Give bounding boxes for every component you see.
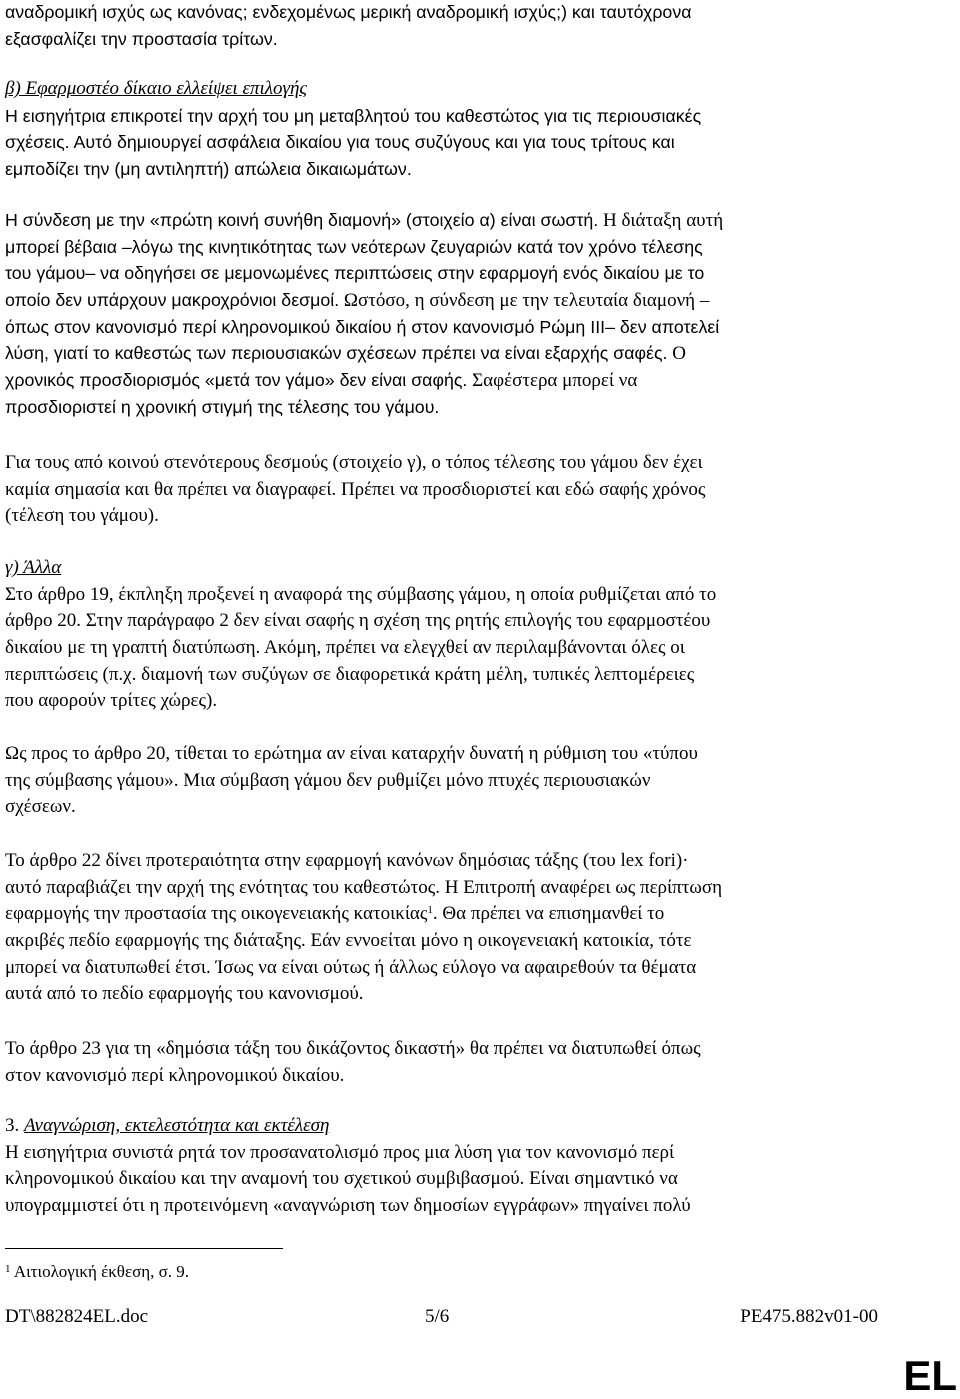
text-line: εμποδίζει την (μη αντιληπτή) απώλεια δικαιωμάτων. [5, 159, 412, 180]
text-line: περιπτώσεις (π.χ. διαμονή των συζύγων σε διαφορετικά κράτη μέλη, τυπικές λεπτομέρειες [5, 663, 695, 685]
footer-pe-ref: PE475.882v01-00 [740, 1306, 878, 1327]
text-line: της σύμβασης γάμου». Μια σύμβαση γάμου δεν ρυθμίζει μόνο πτυχές περιουσιακών [5, 769, 651, 791]
text-line: Η εισηγήτρια συνιστά ρητά τον προσανατολισμό προς μια λύση για τον κανονισμό περί [5, 1141, 675, 1163]
text-line: εξασφαλίζει την προστασία τρίτων. [5, 28, 278, 49]
paragraph-continuation [5, 0, 955, 52]
footer-page-number: 5/6 [425, 1306, 450, 1327]
text-line: Το άρθρο 23 για τη «δημόσια τάξη του δικάζοντος δικαστή» θα πρέπει να διατυπωθεί όπως [5, 1038, 701, 1059]
text-line: αναδρομική ισχύς ως κανόνας; ενδεχομένως μερική αναδρομική ισχύς;) και ταυτόχρονα [5, 2, 692, 22]
paragraph-article-20 [5, 741, 955, 821]
text-run: . Θα πρέπει να επισημανθεί το [432, 903, 665, 925]
text-line: καμία σημασία και θα πρέπει να διαγραφεί. Πρέπει να προσδιοριστεί και εδώ σαφής χρόνος [5, 478, 706, 500]
text-line: Για τους από κοινού στενότερους δεσμούς (στοιχείο γ), ο τόπος τέλεσης του γάμου δεν έχει [5, 452, 703, 473]
text-run: οποίο δεν υπάρχουν μακροχρόνιοι δεσμοί. [5, 290, 340, 311]
text-run: όπως στον κανονισμό περί κληρονομικού δικαίου ή στον κανονισμό Ρώμη ΙΙΙ– δεν αποτελεί [5, 316, 720, 337]
footnote-separator [5, 1248, 283, 1249]
footnote-number: 1 [5, 1263, 11, 1275]
text-line: Ως προς το άρθρο 20, τίθεται το ερώτημα αν είναι καταρχήν δυνατή η ρύθμιση του «τύπου [5, 743, 698, 764]
text-line: μπορεί να διατυπωθεί έτσι. Ίσως να είναι ούτως ή άλλως εύλογο να αφαιρεθούν τα θέματα [5, 956, 697, 978]
footnote [5, 1262, 189, 1282]
text-run: προσδιοριστεί η χρονική στιγμή της τέλεσης του γάμου. [5, 396, 440, 417]
text-line: (τέλεση του γάμου). [5, 505, 159, 527]
text-line: Στο άρθρο 19, έκπληξη προξενεί η αναφορά της σύμβασης γάμου, η οποία ρυθμίζεται από το [5, 583, 717, 605]
paragraph-article-22 [5, 848, 955, 1008]
text-run: Ωστόσο, η σύνδεση με την τελευταία διαμονή – [339, 290, 710, 312]
paragraph-ties [5, 450, 955, 530]
text-line: που αφορούν τρίτες χώρες). [5, 690, 218, 712]
text-run: μπορεί βέβαια –λόγω της κινητικότητας των νεότερων ζευγαριών κατά τον χρόνο τέλεσης [5, 236, 703, 257]
text-run: Η διάταξη αυτή [598, 210, 724, 231]
text-line: στον κανονισμό περί κληρονομικού δικαίου. [5, 1064, 345, 1086]
text-line: ακριβές πεδίο εφαρμογής της διάταξης. Εάν εννοείται μόνο η οικογενειακή κατοικία, τότε [5, 930, 692, 952]
section-c [5, 555, 955, 715]
section-heading: β) Εφαρμοστέο δίκαιο ελλείψει επιλογής [5, 78, 308, 99]
text-run: λύση, γιατί το καθεστώς των περιουσιακών σχέσεων πρέπει να είναι εξαρχής σαφές. [5, 343, 668, 364]
text-run: Η σύνδεση με την «πρώτη κοινή συνήθη διαμονή» (στοιχείο α) είναι σωστή. [5, 210, 599, 230]
text-line: αυτά από το πεδίο εφαρμογής του κανονισμού. [5, 983, 364, 1005]
paragraph-article-23 [5, 1036, 955, 1089]
section-heading: γ) Άλλα [5, 557, 62, 578]
paragraph-connection [5, 207, 955, 421]
section-b [5, 76, 955, 183]
text-line: υπογραμμιστεί ότι η προτεινόμενη «αναγνώριση των δημοσίων εγγράφων» πηγαίνει πολύ [5, 1195, 691, 1217]
text-run: Σαφέστερα μπορεί να [467, 370, 638, 392]
text-run: χρονικός προσδιορισμός «μετά τον γάμο» δεν είναι σαφής. [5, 370, 468, 391]
language-code: EL [903, 1352, 957, 1399]
text-line: δικαίου με τη γραπτή διατύπωση. Ακόμη, πρέπει να ελεγχθεί αν περιλαμβάνονται όλες οι [5, 637, 685, 659]
footnote-reference: 1 [427, 904, 433, 917]
section-3 [5, 1113, 955, 1220]
text-line: Η εισηγήτρια επικροτεί την αρχή του μη μεταβλητού του καθεστώτος για τις περιουσιακές [5, 105, 702, 126]
text-run: Ο [667, 343, 686, 365]
text-line: αυτό παραβιάζει την αρχή της ενότητας του καθεστώτος. Η Επιτροπή αναφέρει ως περίπτωση [5, 876, 723, 898]
section-heading: Αναγνώριση, εκτελεστότητα και εκτέλεση [24, 1115, 330, 1136]
text-line: κληρονομικού δικαίου και την αναμονή του σχετικού συμβιβασμού. Είναι σημαντικό να [5, 1168, 678, 1190]
text-line: σχέσεων. [5, 796, 76, 818]
text-line: άρθρο 20. Στην παράγραφο 2 δεν είναι σαφής η σχέση της ρητής επιλογής του εφαρμοστέου [5, 610, 711, 632]
text-run: εφαρμογής την προστασία της οικογενειακής κατοικίας [5, 903, 428, 925]
text-line: Το άρθρο 22 δίνει προτεραιότητα στην εφαρμογή κανόνων δημόσιας τάξης (του lex fori)· [5, 850, 689, 871]
text-run: του γάμου– να οδηγήσει σε μεμονωμένες περιπτώσεις στην εφαρμογή ενός δικαίου με το [5, 263, 705, 284]
footer-doc-ref: DT\882824EL.doc [5, 1306, 149, 1327]
text-line: σχέσεις. Αυτό δημιουργεί ασφάλεια δικαίου για τους συζύγους και για τους τρίτους και [5, 132, 675, 153]
footnote-text: Αιτιολογική έκθεση, σ. 9. [13, 1262, 190, 1281]
section-number: 3. [5, 1115, 20, 1136]
